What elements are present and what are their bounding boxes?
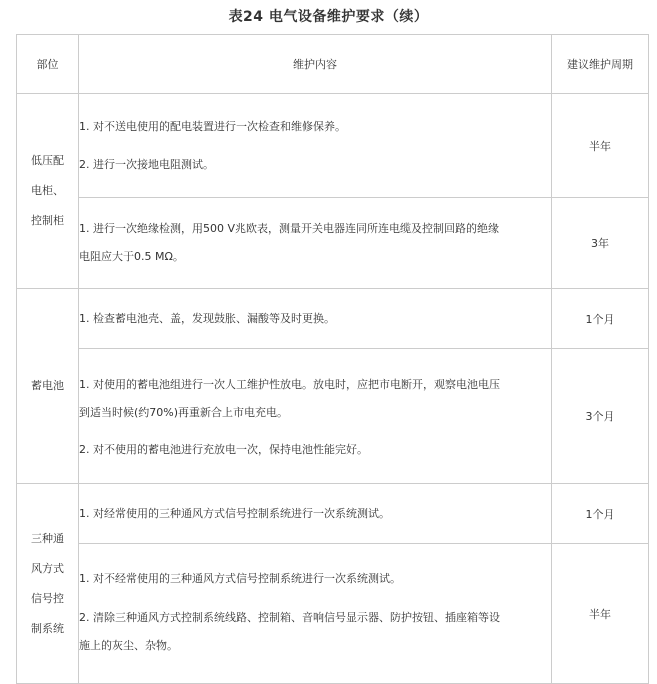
content-cell <box>79 484 552 544</box>
cycle-cell: 1个月 <box>552 289 649 349</box>
table-row <box>17 94 649 198</box>
cycle-cell: 1个月 <box>552 484 649 544</box>
header-cycle: 建议维护周期 <box>552 35 649 94</box>
part-cell <box>17 289 79 484</box>
cycle-cell: 半年 <box>552 544 649 684</box>
table-row <box>17 198 649 289</box>
part-line: 低压配 <box>31 154 64 167</box>
header-part: 部位 <box>17 35 79 94</box>
table-row <box>17 349 649 484</box>
content-line: 到适当时候(约70%)再重新合上市电充电。 <box>79 406 289 419</box>
content-line: 1. 对使用的蓄电池组进行一次人工维护性放电。放电时，应把市电断开，观察电池电压 <box>79 378 500 391</box>
content-line: 2. 清除三种通风方式控制系统线路、控制箱、音响信号显示器、防护按钮、插座箱等设 <box>79 610 500 624</box>
part-line: 控制柜 <box>31 214 64 227</box>
maintenance-table <box>16 34 649 684</box>
content-line: 1. 对经常使用的三种通风方式信号控制系统进行一次系统测试。 <box>79 506 390 520</box>
header-content: 维护内容 <box>79 35 552 94</box>
part-line: 风方式 <box>31 561 64 575</box>
cycle-cell: 半年 <box>552 94 649 198</box>
content-cell <box>79 94 552 198</box>
part-line: 信号控 <box>31 591 64 605</box>
content-line: 1. 检查蓄电池壳、盖，发现鼓胀、漏酸等及时更换。 <box>79 311 335 325</box>
content-line: 1. 进行一次绝缘检测，用500 V兆欧表，测量开关电器连同所连电缆及控制回路的绝缘 <box>79 222 500 235</box>
part-line: 蓄电池 <box>31 379 64 392</box>
table-row <box>17 484 649 544</box>
part-line: 制系统 <box>31 621 64 635</box>
content-cell <box>79 289 552 349</box>
cycle-cell: 3年 <box>552 198 649 289</box>
part-cell <box>17 484 79 684</box>
content-line: 电阻应大于0.5 MΩ。 <box>79 250 184 263</box>
content-line: 1. 对不送电使用的配电装置进行一次检查和维修保养。 <box>79 119 346 133</box>
part-cell <box>17 94 79 289</box>
content-line: 2. 进行一次接地电阻测试。 <box>79 157 214 171</box>
content-line: 2. 对不使用的蓄电池进行充放电一次，保持电池性能完好。 <box>79 443 368 456</box>
table-title: 表24 电气设备维护要求（续） <box>228 9 429 25</box>
table-row <box>17 544 649 684</box>
part-line: 三种通 <box>31 531 64 545</box>
content-cell <box>79 349 552 484</box>
part-line: 电柜、 <box>31 184 64 197</box>
content-line: 1. 对不经常使用的三种通风方式信号控制系统进行一次系统测试。 <box>79 571 401 585</box>
table-row <box>17 289 649 349</box>
content-line: 施上的灰尘、杂物。 <box>79 638 178 652</box>
content-cell <box>79 198 552 289</box>
content-cell <box>79 544 552 684</box>
header-row <box>17 35 649 94</box>
cycle-cell: 3个月 <box>552 349 649 484</box>
